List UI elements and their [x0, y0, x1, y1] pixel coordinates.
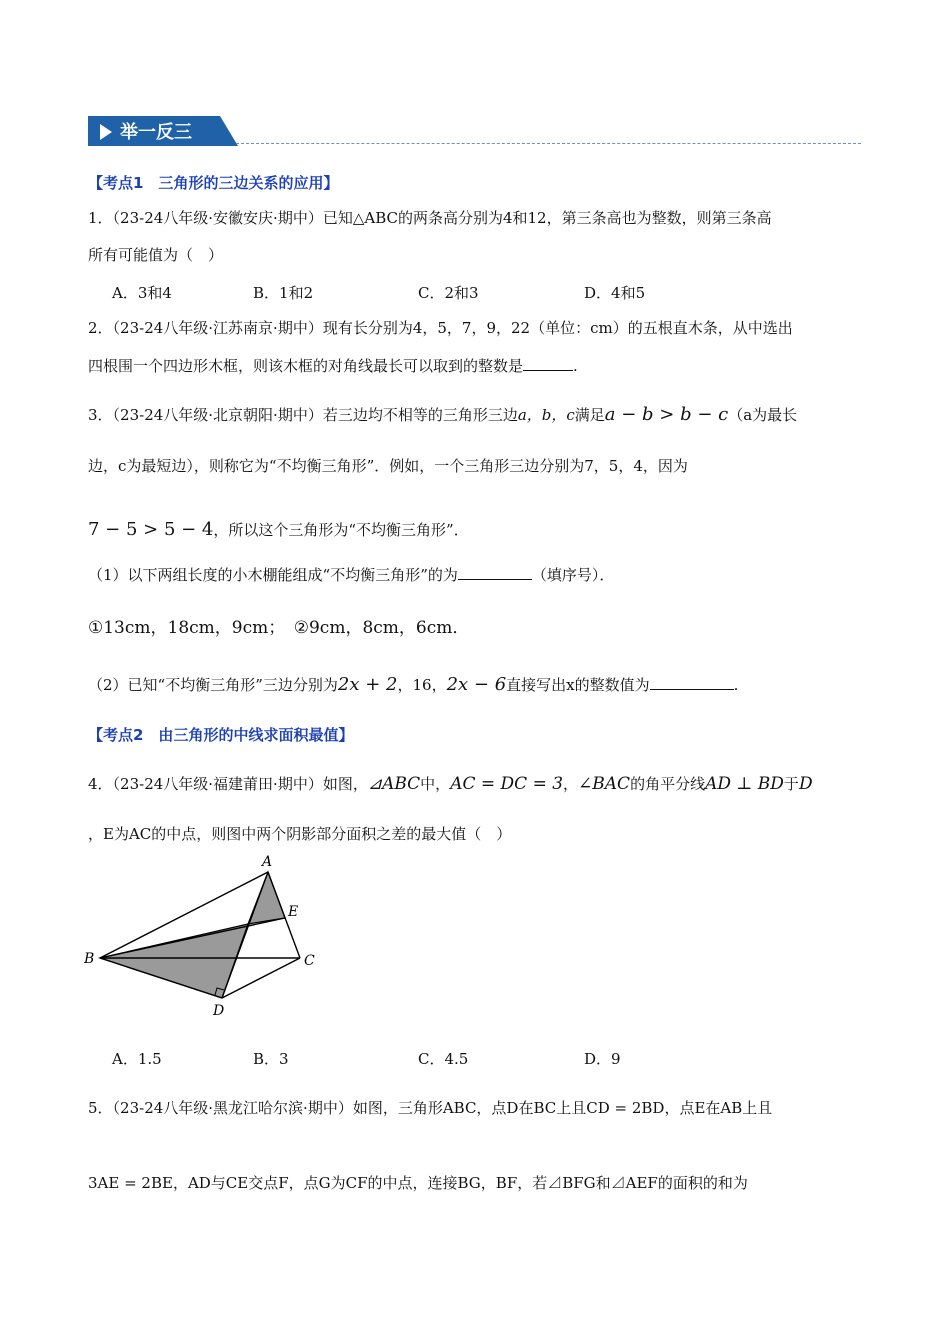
q4-angle: ∠BAC: [578, 774, 631, 794]
q4-perp: AD ⊥ BD: [705, 774, 784, 794]
q3-period: .: [733, 676, 739, 694]
label-b: B: [84, 951, 95, 967]
q3-expr1: 2x + 2: [337, 674, 398, 695]
label-d: D: [213, 1003, 225, 1019]
topic-heading-2: 【考点2 由三角形的中线求面积最值】: [88, 726, 354, 744]
q3-inequality: a − b > b − c: [604, 404, 729, 425]
q1-option-a: A．3和4: [112, 284, 172, 302]
q4-line1: [88, 773, 813, 794]
q3-line1: [88, 404, 797, 425]
q2-line2: [88, 355, 578, 376]
topic-heading-1: 【考点1 三角形的三边关系的应用】: [88, 174, 339, 192]
q3-sub1-tail: （填序号）．: [531, 566, 615, 584]
divider: [236, 143, 861, 144]
q4-bisector: 的角平分线: [630, 775, 706, 793]
q4-option-c: C．4.5: [418, 1050, 469, 1068]
q4-equation: AC = DC = 3: [450, 774, 564, 794]
q3-sub2-text: （2）已知“不均衡三角形”三边分别为: [88, 676, 338, 694]
q5-line1: 5．（23-24八年级·黑龙江哈尔滨·期中）如图，三角形ABC，点D在BC上且CD = 2BD，点E在AB上且: [88, 1099, 773, 1117]
q3-satisfy: 满足: [574, 406, 605, 424]
q3-sub2-tail: 直接写出x的整数值为: [506, 676, 650, 694]
q3-sub1: [88, 564, 614, 585]
q5-line2: 3AE = 2BE，AD与CE交点F，点G为CF的中点，连接BG，BF，若⊿BFG和⊿AEF的面积的和为: [88, 1174, 748, 1192]
q4-option-b: B．3: [253, 1050, 289, 1068]
banner-title: 举一反三: [120, 122, 192, 143]
q2-line1: 2．（23-24八年级·江苏南京·期中）现有长分别为4，5，7，9，22（单位：cm）的五根直木条，从中选出: [88, 319, 793, 337]
answer-blank[interactable]: [458, 565, 532, 580]
q1-line1: 1．（23-24八年级·安徽安庆·期中）已知△ABC的两条高分别为4和12，第三条高也为整数，则第三条高: [88, 209, 772, 227]
q1-line2: 所有可能值为（ ）: [88, 246, 224, 264]
q3-line2: 边，c为最短边），则称它为“不均衡三角形”．例如，一个三角形三边分别为7，5，4，因为: [88, 457, 688, 475]
q3-line1-text: 3．（23-24八年级·北京朝阳·期中）若三边均不相等的三角形三边: [88, 406, 518, 424]
q3-groups: ①13cm，18cm，9cm； ②9cm，8cm，6cm．: [88, 618, 470, 638]
q3-sub2-mid: ，16，: [397, 676, 447, 694]
q3-example-ineq: 7 − 5 > 5 − 4: [88, 519, 214, 540]
q4-triangle: ⊿ABC: [367, 774, 421, 794]
triangle-figure: [80, 850, 340, 1020]
label-a: A: [262, 854, 273, 870]
q4-option-a: A．1.5: [112, 1050, 162, 1068]
q4-option-d: D．9: [584, 1050, 621, 1068]
q4-at: 于: [783, 775, 799, 793]
q1-option-c: C．2和3: [418, 284, 479, 302]
label-c: C: [304, 953, 315, 969]
q1-option-d: D．4和5: [584, 284, 646, 302]
q3-sub2: [88, 674, 738, 695]
label-e: E: [288, 904, 299, 920]
q3-vars: a，b，c: [517, 406, 575, 424]
q3-expr2: 2x − 6: [446, 674, 507, 695]
answer-blank[interactable]: [650, 675, 734, 690]
q1-option-b: B．1和2: [253, 284, 314, 302]
q4-point-d: D: [798, 774, 813, 794]
q4-middle: 中，: [420, 775, 451, 793]
q4-comma: ，: [563, 775, 579, 793]
play-icon: [100, 124, 112, 140]
q2-line2-text: 四根围一个四边形木框，则该木框的对角线最长可以取到的整数是: [88, 357, 524, 375]
q3-sub1-text: （1）以下两组长度的小木棚能组成“不均衡三角形”的为: [88, 566, 458, 584]
q3-line3-text: ，所以这个三角形为“不均衡三角形”．: [213, 521, 469, 539]
q3-line3: [88, 519, 469, 540]
q2-period: .: [573, 357, 578, 375]
q4-line1-text: 4．（23-24八年级·福建莆田·期中）如图，: [88, 775, 368, 793]
answer-blank[interactable]: [523, 356, 573, 371]
q3-line1-tail: （a为最长: [728, 406, 798, 424]
q4-line2: ，E为AC的中点，则图中两个阴影部分面积之差的最大值（ ）: [88, 825, 512, 843]
